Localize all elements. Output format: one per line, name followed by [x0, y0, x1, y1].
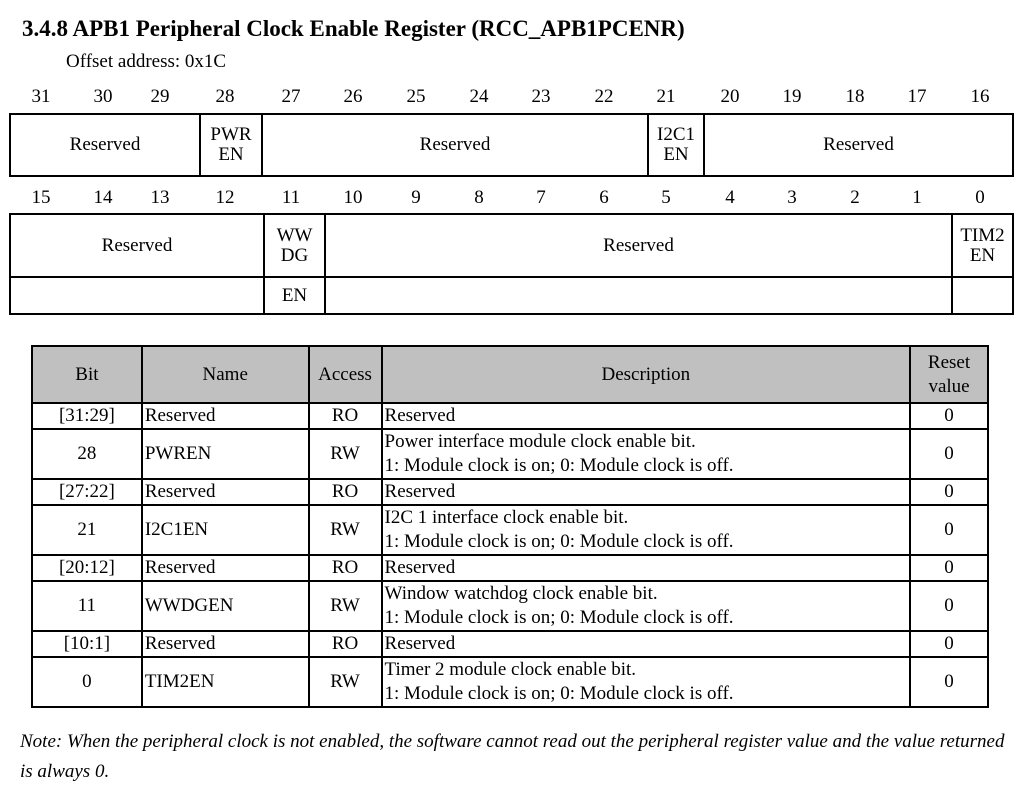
bit-number: 7 [536, 187, 546, 208]
cell-reset: 0 [910, 505, 988, 555]
bit-number: 31 [31, 86, 51, 107]
bit-number: 9 [411, 187, 421, 208]
header-reset-value: Reset value [910, 346, 988, 403]
table-header-row [32, 346, 988, 403]
cell-bit: 28 [32, 429, 142, 479]
cell-reset: 0 [910, 555, 988, 581]
bit-number: 3 [787, 187, 797, 208]
cell-access: RW [309, 581, 382, 631]
cell-description [382, 581, 911, 631]
table-row [32, 505, 988, 555]
bit-number: 17 [907, 86, 927, 107]
cell-name: TIM2EN [142, 657, 309, 707]
cell-description [382, 505, 911, 555]
cell-name: Reserved [142, 403, 309, 429]
cell-description: Reserved [382, 631, 911, 657]
cell-name: I2C1EN [142, 505, 309, 555]
bit-number: 16 [970, 86, 990, 107]
bit-number: 1 [912, 187, 922, 208]
offset-address: Offset address: 0x1C [66, 51, 227, 72]
cell-access: RO [309, 555, 382, 581]
bit-number: 14 [93, 187, 113, 208]
cell-access: RW [309, 505, 382, 555]
cell-bit: [31:29] [32, 403, 142, 429]
description-line: 1: Module clock is on; 0: Module clock is off. [384, 531, 734, 552]
table-row [32, 403, 988, 429]
bit-number: 4 [725, 187, 735, 208]
bit-number: 26 [343, 86, 363, 107]
cell-description: Reserved [382, 403, 911, 429]
bit-number: 13 [150, 187, 170, 208]
cell-access: RW [309, 657, 382, 707]
cell-name: Reserved [142, 479, 309, 505]
table-row [32, 657, 988, 707]
register-description-table [31, 345, 989, 708]
bit-number: 30 [93, 86, 113, 107]
register-upper [9, 113, 1014, 177]
section-title: 3.4.8 APB1 Peripheral Clock Enable Register (RCC_APB1PCENR) [22, 16, 685, 41]
bit-number: 18 [845, 86, 865, 107]
bit-number: 15 [31, 187, 51, 208]
register-lower [9, 213, 1014, 315]
cell-name: PWREN [142, 429, 309, 479]
cell-reset: 0 [910, 581, 988, 631]
bit-number: 25 [406, 86, 426, 107]
bit-number: 24 [469, 86, 489, 107]
cell-reset: 0 [910, 631, 988, 657]
field-wwdg: WW DG [263, 215, 324, 276]
cell-access: RO [309, 403, 382, 429]
field-i2c1en: I2C1 EN [647, 115, 703, 175]
table-row [32, 631, 988, 657]
cell-bit: [27:22] [32, 479, 142, 505]
bit-number: 11 [281, 187, 301, 208]
field-wwdg-en: EN [263, 278, 324, 313]
header-bit: Bit [32, 346, 142, 403]
cell-name: WWDGEN [142, 581, 309, 631]
cell-description [382, 429, 911, 479]
table-row [32, 581, 988, 631]
description-line: Power interface module clock enable bit. [384, 431, 696, 452]
bit-number: 27 [281, 86, 301, 107]
bit-number: 10 [343, 187, 363, 208]
header-description: Description [382, 346, 911, 403]
cell-reset: 0 [910, 479, 988, 505]
bit-number-row-lower [0, 187, 1024, 211]
note-text: Note: When the peripheral clock is not enabled, the software cannot read out the peripheral register value and the value returned is always 0. [20, 731, 1005, 782]
cell-description: Reserved [382, 555, 911, 581]
cell-bit: [10:1] [32, 631, 142, 657]
bit-number: 12 [215, 187, 235, 208]
cell-reset: 0 [910, 429, 988, 479]
bit-number: 8 [474, 187, 484, 208]
bit-number: 21 [656, 86, 676, 107]
cell-access: RO [309, 479, 382, 505]
field-pwren: PWR EN [199, 115, 261, 175]
field-tim2en: TIM2 EN [951, 215, 1012, 276]
bit-number-row-upper [0, 86, 1024, 110]
table-row [32, 555, 988, 581]
field-reserved: Reserved [69, 134, 141, 155]
description-line: I2C 1 interface clock enable bit. [384, 507, 629, 528]
cell-bit: 11 [32, 581, 142, 631]
cell-reset: 0 [910, 403, 988, 429]
cell-bit: [20:12] [32, 555, 142, 581]
table-row [32, 479, 988, 505]
field-empty [324, 278, 951, 313]
header-access: Access [309, 346, 382, 403]
bit-number: 6 [599, 187, 609, 208]
bit-number: 2 [850, 187, 860, 208]
description-line: 1: Module clock is on; 0: Module clock is off. [384, 607, 734, 628]
header-name: Name [142, 346, 309, 403]
field-empty [951, 278, 1012, 313]
bit-number: 5 [661, 187, 671, 208]
cell-reset: 0 [910, 657, 988, 707]
description-line: Window watchdog clock enable bit. [384, 583, 658, 604]
cell-access: RO [309, 631, 382, 657]
cell-access: RW [309, 429, 382, 479]
bit-number: 20 [720, 86, 740, 107]
bit-number: 19 [782, 86, 802, 107]
field-reserved: Reserved [101, 234, 173, 256]
cell-description: Reserved [382, 479, 911, 505]
bit-number: 22 [594, 86, 614, 107]
field-reserved: Reserved [703, 115, 1012, 175]
bit-number: 28 [215, 86, 235, 107]
description-line: Timer 2 module clock enable bit. [384, 659, 637, 680]
field-reserved: Reserved [324, 215, 951, 276]
cell-name: Reserved [142, 631, 309, 657]
bit-number: 0 [975, 187, 985, 208]
cell-name: Reserved [142, 555, 309, 581]
cell-description [382, 657, 911, 707]
field-reserved: Reserved [261, 115, 647, 175]
description-line: 1: Module clock is on; 0: Module clock is off. [384, 683, 734, 704]
bit-number: 29 [150, 86, 170, 107]
table-row [32, 429, 988, 479]
description-line: 1: Module clock is on; 0: Module clock is off. [384, 455, 734, 476]
bit-number: 23 [531, 86, 551, 107]
cell-bit: 0 [32, 657, 142, 707]
field-empty [11, 278, 263, 313]
cell-bit: 21 [32, 505, 142, 555]
